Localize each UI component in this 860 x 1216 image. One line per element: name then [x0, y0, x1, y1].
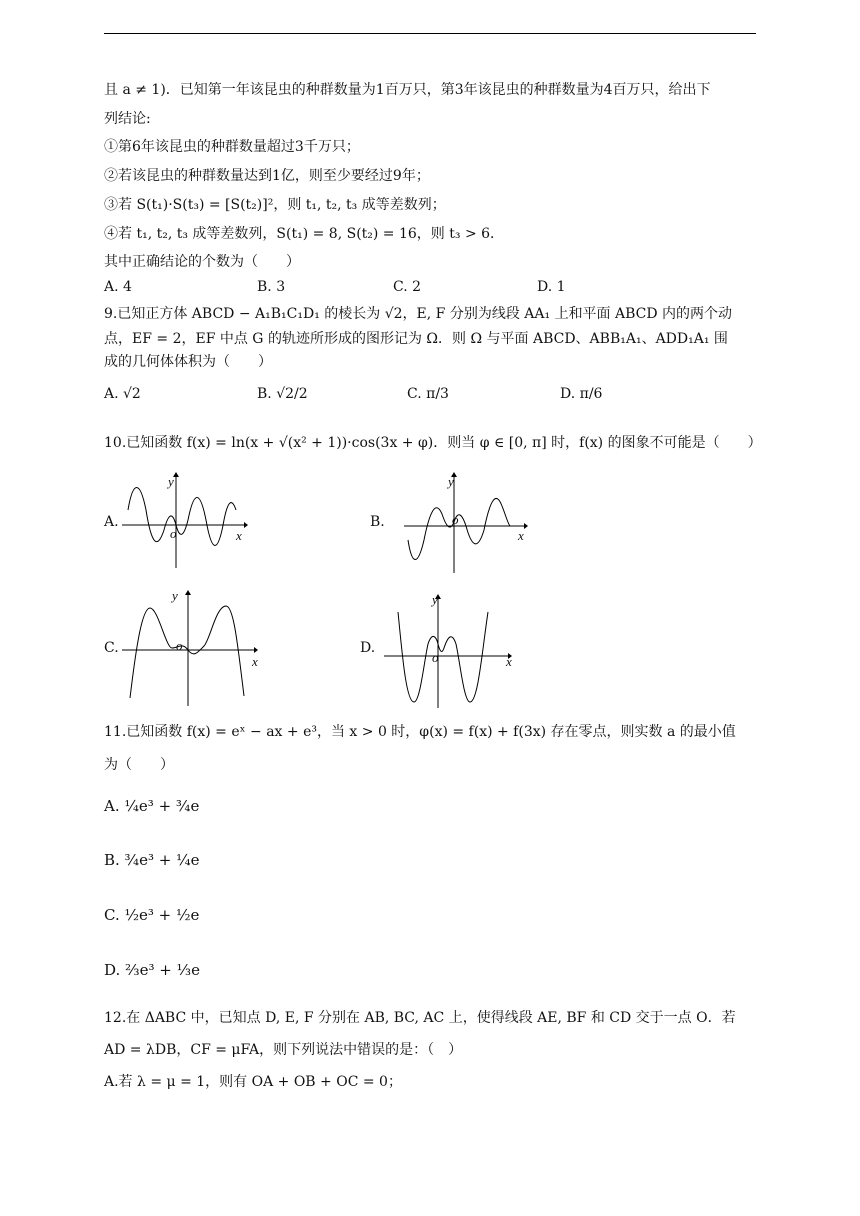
q8-conclusion-3: ③若 S(t₁)·S(t₃) = [S(t₂)]²，则 t₁, t₂, t₃ 成等差数列；	[104, 197, 446, 213]
q10-d-x-label: x	[506, 654, 512, 669]
q9-option-a: A. √2	[104, 386, 141, 402]
q11-option-b: B. ¾e³ + ¼e	[104, 851, 200, 869]
q10-label-c: C.	[104, 640, 119, 656]
q8-question: 其中正确结论的个数为（ ）	[104, 254, 300, 270]
q8-option-c: C. 2	[393, 279, 422, 295]
header-rule	[104, 33, 756, 34]
q11-text-line-2: 为（ ）	[104, 757, 174, 773]
q8-conclusion-4: ④若 t₁, t₂, t₃ 成等差数列，S(t₁) = 8, S(t₂) = 16，则 t₃ > 6．	[104, 226, 505, 242]
q10-c-origin: o	[176, 638, 183, 653]
q12-text-line-2: AD = λDB，CF = μFA，则下列说法中错误的是：（ ）	[104, 1042, 463, 1058]
q10-d-y-label: y	[432, 592, 438, 607]
q11-option-c: C. ½e³ + ½e	[104, 906, 200, 924]
q10-label-a: A.	[104, 514, 119, 530]
q10-graph-c	[118, 588, 268, 708]
q10-graph-d	[380, 592, 520, 712]
q10-d-origin: o	[432, 650, 439, 665]
q9-option-b: B. √2/2	[257, 386, 308, 402]
q8-conclusion-2: ②若该昆虫的种群数量达到1亿，则至少要经过9年；	[104, 168, 430, 184]
q10-a-y-label: y	[168, 474, 174, 489]
q9-option-c: C. π/3	[407, 386, 449, 402]
q10-label-d: D.	[360, 640, 376, 656]
q8-option-d: D. 1	[537, 279, 566, 295]
q11-option-a: A. ¼e³ + ¾e	[104, 797, 200, 815]
q9-text-line-1: 9.已知正方体 ABCD − A₁B₁C₁D₁ 的棱长为 √2，E, F 分别为线段 AA₁ 上和平面 ABCD 内的两个动	[104, 306, 733, 322]
q10-b-origin: o	[452, 512, 459, 527]
q10-b-x-label: x	[518, 528, 524, 543]
q10-text: 10.已知函数 f(x) = ln(x + √(x² + 1))·cos(3x + φ)．则当 φ ∈ [0, π] 时，f(x) 的图象不可能是（ ）	[104, 435, 762, 451]
q12-text-line-1: 12.在 ΔABC 中，已知点 D, E, F 分别在 AB, BC, AC 上，使得线段 AE, BF 和 CD 交于一点 O．若	[104, 1010, 736, 1026]
q8-text-line-2: 列结论:	[104, 111, 151, 127]
q8-option-b: B. 3	[257, 279, 286, 295]
q10-graph-b	[400, 470, 530, 575]
q12-option-a: A.若 λ = μ = 1，则有 OA + OB + OC = 0；	[104, 1074, 402, 1090]
q10-a-origin: o	[170, 526, 177, 541]
q10-graph-a	[118, 470, 248, 570]
q8-option-a: A. 4	[104, 279, 132, 295]
q10-c-y-label: y	[172, 588, 178, 603]
q10-b-y-label: y	[448, 474, 454, 489]
q8-conclusion-1: ①第6年该昆虫的种群数量超过3千万只；	[104, 139, 360, 155]
q9-text-line-3: 成的几何体体积为（ ）	[104, 354, 272, 370]
q10-a-x-label: x	[236, 528, 242, 543]
q9-option-d: D. π/6	[560, 386, 603, 402]
q11-option-d: D. ⅔e³ + ⅓e	[104, 961, 200, 979]
q8-text-line-1: 且 a ≠ 1)．已知第一年该昆虫的种群数量为1百万只，第3年该昆虫的种群数量为4百万只，给出下	[104, 82, 711, 98]
q11-text-line-1: 11.已知函数 f(x) = eˣ − ax + e³，当 x > 0 时，φ(x) = f(x) + f(3x) 存在零点，则实数 a 的最小值	[104, 724, 736, 740]
q9-text-line-2: 点，EF = 2，EF 中点 G 的轨迹所形成的图形记为 Ω．则 Ω 与平面 ABCD、ABB₁A₁、ADD₁A₁ 围	[104, 331, 728, 347]
q10-c-x-label: x	[252, 654, 258, 669]
q10-label-b: B.	[370, 514, 385, 530]
